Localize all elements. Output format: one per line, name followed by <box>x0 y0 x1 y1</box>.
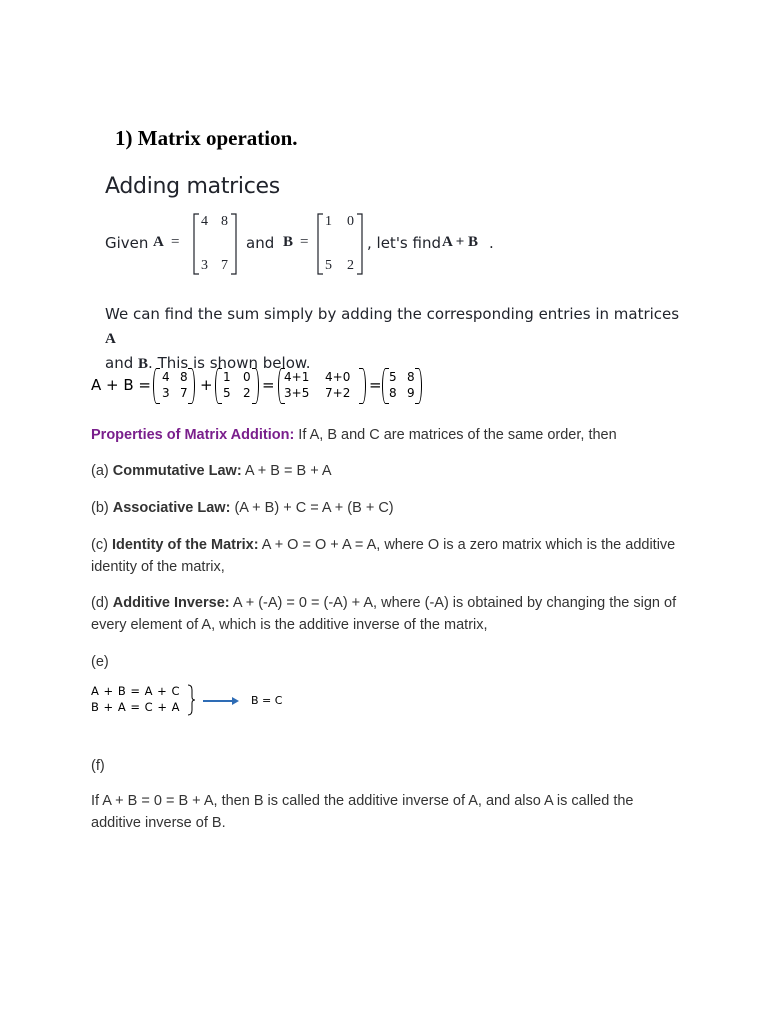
property-name: Identity of the Matrix: <box>111 537 259 553</box>
equals-sign: = <box>262 376 275 394</box>
right-brace-icon <box>187 684 195 716</box>
property-f-text: If A + B = 0 = B + A, then B is called the additive inverse of A, and also A is called the additive inverse of B. <box>91 793 634 831</box>
bracket-icon <box>193 212 237 276</box>
m1-cell: 8 <box>180 370 188 384</box>
matrix-b-cell: 5 <box>325 258 332 273</box>
adding-matrices-title: Adding matrices <box>105 174 280 199</box>
property-name: Associative Law: <box>112 500 231 516</box>
matrix-b-label: B <box>283 234 294 250</box>
properties-title: Properties of Matrix Addition: <box>91 427 295 443</box>
property-c <box>91 534 681 578</box>
equation-line: A + B = A + C <box>91 684 180 698</box>
matrix-b-cell: 2 <box>347 258 354 273</box>
properties-intro-text: If A, B and C are matrices of the same order, then <box>294 427 617 443</box>
matrix-a-label: A <box>153 234 164 250</box>
property-b <box>91 497 691 519</box>
m2-cell: 5 <box>223 386 231 400</box>
sum-explanation <box>105 302 685 376</box>
matrix-b <box>317 212 363 276</box>
matrix-a-cell: 3 <box>201 258 208 273</box>
sum-text-part: We can find the sum simply by adding the corresponding entries in matrices <box>105 305 680 323</box>
property-text: A + B = B + A <box>241 463 332 479</box>
matrix-b-cell: 0 <box>347 214 354 229</box>
implication-result: B = C <box>251 694 283 707</box>
properties-intro <box>91 424 691 446</box>
m4-cell: 9 <box>407 386 415 400</box>
matrix-a-cell: 4 <box>201 214 208 229</box>
section-heading: 1) Matrix operation. <box>115 126 298 150</box>
matrix-b-cell: 1 <box>325 214 332 229</box>
property-label: (b) <box>91 500 113 516</box>
property-text: (A + B) + C = A + (B + C) <box>230 500 394 516</box>
given-statement <box>105 212 525 278</box>
m3-cell: 4+1 <box>284 370 310 384</box>
m3-cell: 7+2 <box>325 386 351 400</box>
given-word: Given <box>105 234 149 252</box>
property-a <box>91 460 691 482</box>
m1-cell: 7 <box>180 386 188 400</box>
sum-text-rest: . This is shown below. <box>148 354 311 372</box>
m2-cell: 2 <box>243 386 251 400</box>
implication-diagram <box>91 684 391 724</box>
sum-text-and: and <box>105 354 134 372</box>
m4-cell: 5 <box>389 370 397 384</box>
m1-cell: 4 <box>162 370 170 384</box>
equation-line: B + A = C + A <box>91 700 180 714</box>
matrix-m4 <box>382 368 422 404</box>
sum-text-b: B <box>138 356 149 372</box>
property-name: Commutative Law: <box>112 463 242 479</box>
matrix-a-cell: 8 <box>221 214 228 229</box>
m2-cell: 1 <box>223 370 231 384</box>
matrix-a-cell: 7 <box>221 258 228 273</box>
addition-equation <box>91 366 431 406</box>
property-label: (d) <box>91 595 113 611</box>
property-label: (a) <box>91 463 113 479</box>
property-text: A + O = O + A = A, where O is a zero matrix which is the additive identity of the matrix, <box>91 537 676 575</box>
right-arrow-icon <box>203 696 239 706</box>
sum-label: A + B <box>442 234 479 250</box>
m4-cell: 8 <box>389 386 397 400</box>
equals-sign: = <box>300 234 309 250</box>
property-e-label: (e) <box>91 654 109 670</box>
property-name: Additive Inverse: <box>112 595 230 611</box>
bracket-icon <box>317 212 363 276</box>
matrix-m1 <box>153 368 195 404</box>
matrix-m2 <box>215 368 259 404</box>
m1-cell: 3 <box>162 386 170 400</box>
sum-text-a: A <box>105 331 116 347</box>
equals-sign: = <box>171 234 180 250</box>
plus-sign: + <box>200 376 213 394</box>
matrix-a <box>193 212 237 276</box>
and-word: and <box>246 234 275 252</box>
m2-cell: 0 <box>243 370 251 384</box>
matrix-m3 <box>278 368 366 404</box>
lets-find-text: , let's find <box>367 234 441 252</box>
property-d <box>91 592 681 636</box>
equation-lhs: A + B = <box>91 376 151 394</box>
property-text: A + (-A) = 0 = (-A) + A, where (-A) is obtained by changing the sign of every element of A, which is the additive inverse of the matrix, <box>91 595 677 633</box>
period: . <box>489 234 494 252</box>
property-label: (c) <box>91 537 112 553</box>
property-f-label: (f) <box>91 758 105 774</box>
m4-cell: 8 <box>407 370 415 384</box>
m3-cell: 4+0 <box>325 370 351 384</box>
equals-sign: = <box>369 376 382 394</box>
m3-cell: 3+5 <box>284 386 310 400</box>
